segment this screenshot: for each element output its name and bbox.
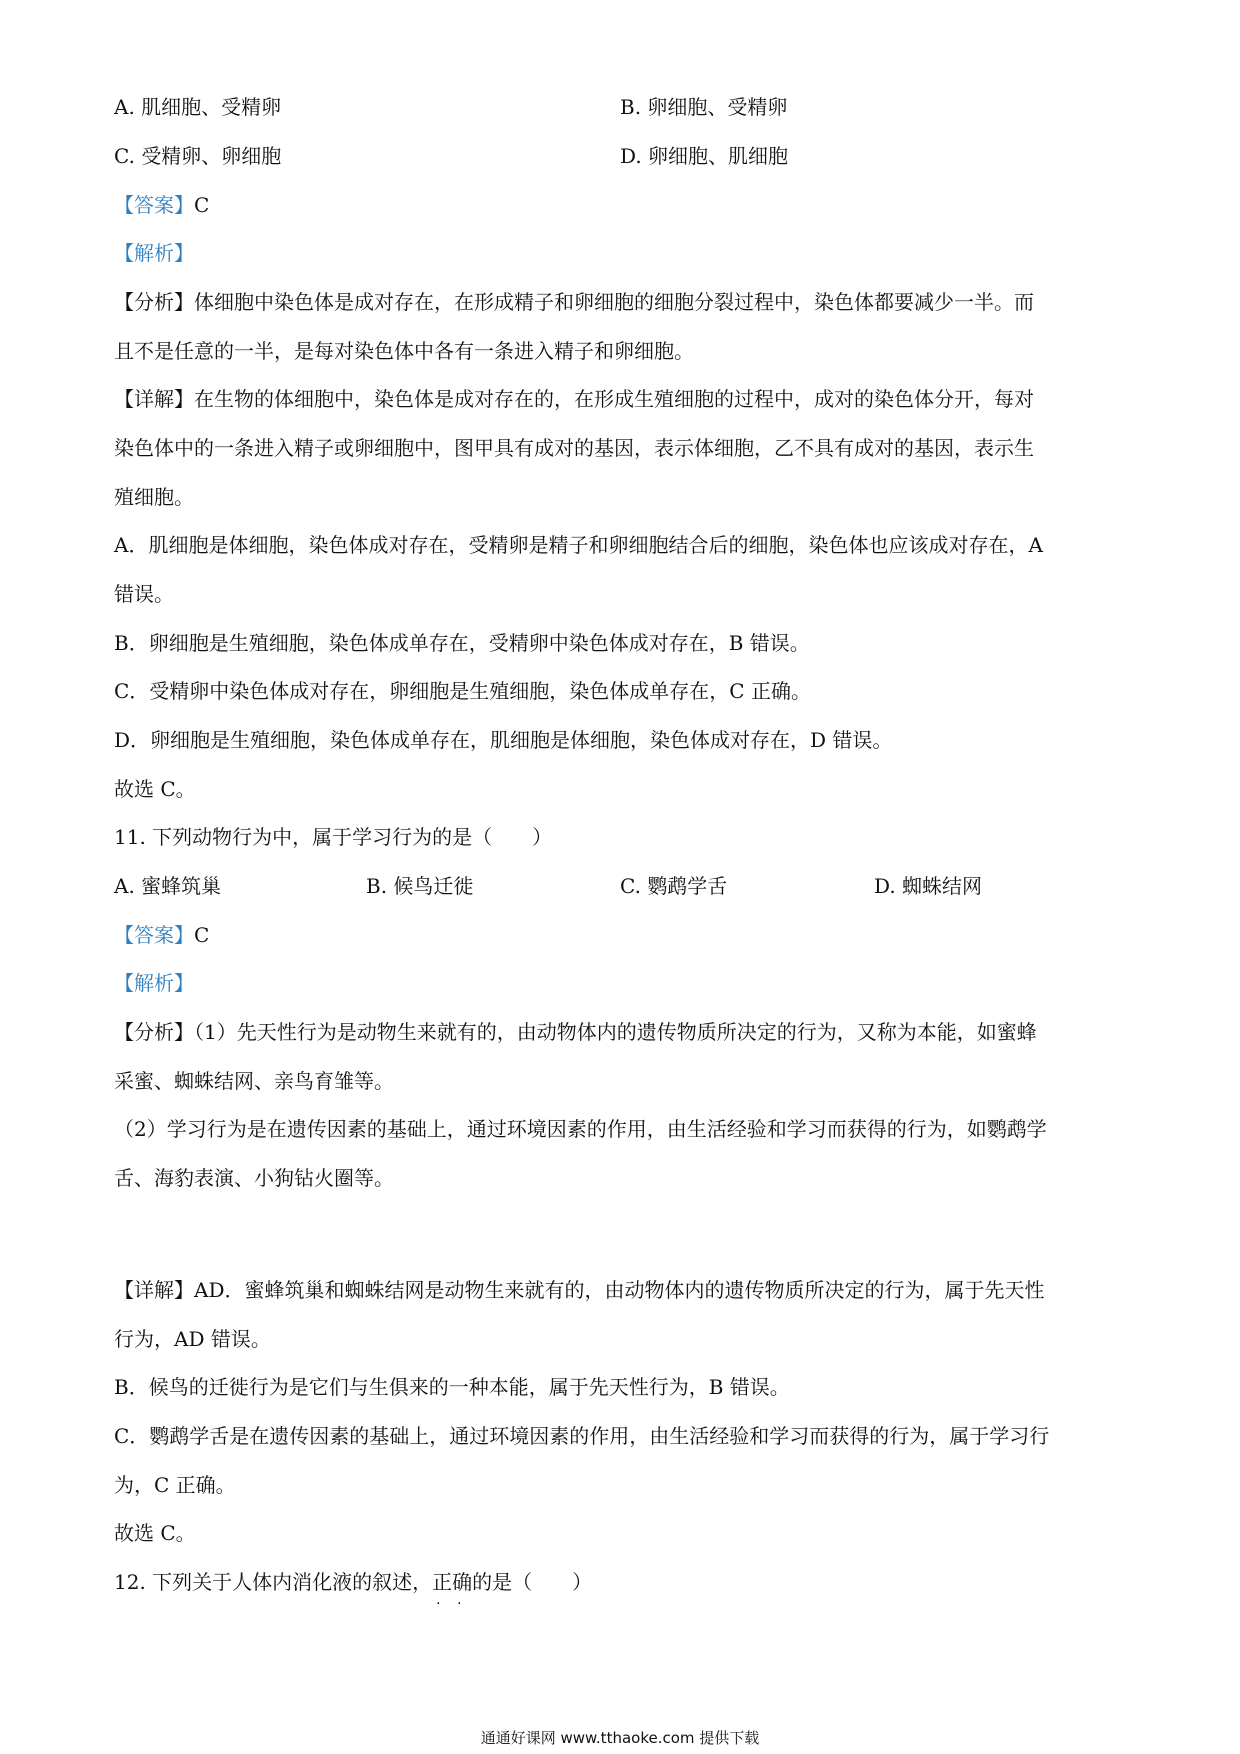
q11-body-line: 行为，AD 错误。 [114,1327,271,1351]
q11-body-line: 【详解】AD．蜜蜂筑巢和蜘蛛结网是动物生来就有的，由动物体内的遗传物质所决定的行为，属于先天性 [114,1278,1045,1302]
q11-body-line: 采蜜、蜘蛛结网、亲鸟育雏等。 [114,1069,394,1093]
q12-emphasis: 正确 · · [432,1567,472,1597]
q10-body-line: D．卵细胞是生殖细胞，染色体成单存在，肌细胞是体细胞，染色体成对存在，D 错误。 [114,728,893,752]
q10-body-line: 故选 C。 [114,777,196,801]
q11-stem: 11. 下列动物行为中，属于学习行为的是（ ） [114,825,553,849]
q11-answer: 【答案】C [114,923,210,947]
q10-body-line: 且不是任意的一半，是每对染色体中各有一条进入精子和卵细胞。 [114,339,694,363]
q11-analysis-heading: 【解析】 [114,971,194,995]
q10-option-a: A. 肌细胞、受精卵 [114,95,282,119]
q11-body-line: 故选 C。 [114,1521,196,1545]
q10-option-c: C. 受精卵、卵细胞 [114,144,282,168]
q10-analysis-heading: 【解析】 [114,241,194,265]
page-footer: 通通好课网 www.tthaoke.com 提供下载 [480,1729,760,1747]
q10-option-b: B. 卵细胞、受精卵 [620,95,788,119]
q12-stem: 12. 下列关于人体内消化液的叙述，正确 · ·的是（ ） [114,1567,1134,1597]
q11-option-d: D. 蜘蛛结网 [874,874,983,898]
q11-body-line: 为，C 正确。 [114,1473,236,1497]
q11-body-line: （2）学习行为是在遗传因素的基础上，通过环境因素的作用，由生活经验和学习而获得的行为，如鹦鹉学 [114,1117,1047,1141]
q11-option-b: B. 候鸟迁徙 [366,874,474,898]
q10-body-line: A．肌细胞是体细胞，染色体成对存在，受精卵是精子和卵细胞结合后的细胞，染色体也应该成对存在，A [114,533,1043,557]
q11-body-line: B．候鸟的迁徙行为是它们与生俱来的一种本能，属于先天性行为，B 错误。 [114,1375,790,1399]
q10-answer: 【答案】C [114,193,210,217]
q10-body-line: C．受精卵中染色体成对存在，卵细胞是生殖细胞，染色体成单存在，C 正确。 [114,679,811,703]
q11-option-c: C. 鹦鹉学舌 [620,874,728,898]
q11-body-line: 【分析】（1）先天性行为是动物生来就有的，由动物体内的遗传物质所决定的行为，又称为本能，如蜜蜂 [114,1020,1037,1044]
q10-body-line: 染色体中的一条进入精子或卵细胞中，图甲具有成对的基因，表示体细胞，乙不具有成对的基因，表示生 [114,436,1034,460]
q10-body-line: 【详解】在生物的体细胞中，染色体是成对存在的，在形成生殖细胞的过程中，成对的染色体分开，每对 [114,387,1034,411]
q10-body-line: 错误。 [114,582,174,606]
q10-body-line: 殖细胞。 [114,485,194,509]
q11-option-a: A. 蜜蜂筑巢 [114,874,222,898]
q10-body-line: B．卵细胞是生殖细胞，染色体成单存在，受精卵中染色体成对存在，B 错误。 [114,631,810,655]
q10-option-d: D. 卵细胞、肌细胞 [620,144,789,168]
q11-body-line: 舌、海豹表演、小狗钻火圈等。 [114,1166,394,1190]
q10-body-line: 【分析】体细胞中染色体是成对存在，在形成精子和卵细胞的细胞分裂过程中，染色体都要减少一半。而 [114,290,1034,314]
q11-body-line: C．鹦鹉学舌是在遗传因素的基础上，通过环境因素的作用，由生活经验和学习而获得的行为，属于学习行 [114,1424,1050,1448]
